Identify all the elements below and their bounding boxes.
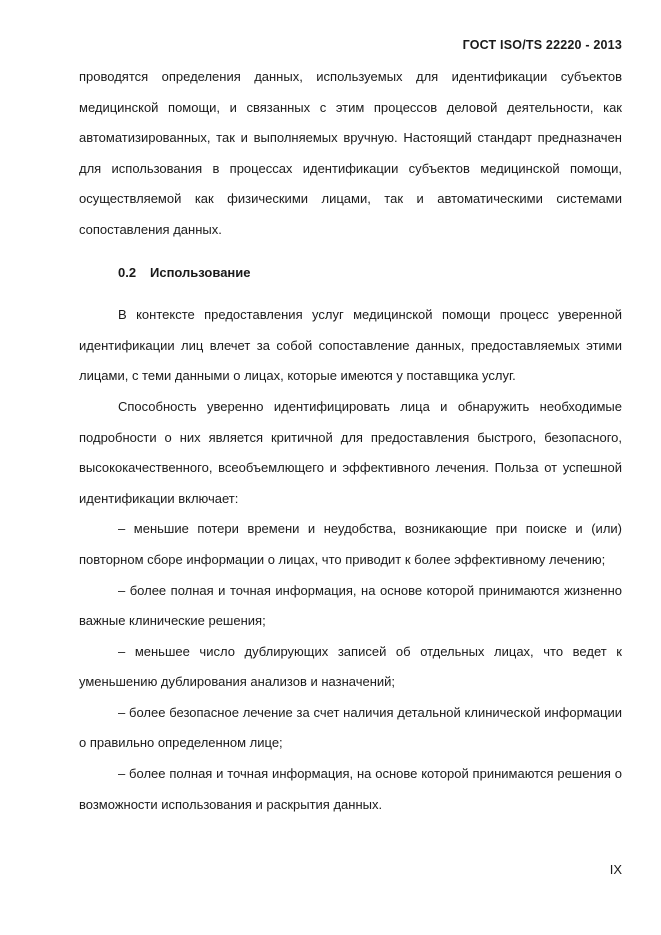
paragraph-ability: Способность уверенно идентифицировать лица и обнаружить необходимые подробности о них является критичной для предоставления быстрого, безопасного, высококачественного, всеобъемлющего и эффективного лечения. Польза от успешной идентификации включает: [79, 398, 622, 506]
paragraph-context: В контексте предоставления услуг медицинской помощи процесс уверенной идентификации лиц влечет за собой сопоставление данных, предоставляемых этими лицами, с теми данными о лицах, которые имеются у поставщика услуг. [79, 307, 622, 384]
list-item: – меньшие потери времени и неудобства, возникающие при поиске и (или) повторном сборе информации о лицах, что приводит к более эффективному лечению; [79, 521, 622, 567]
section-title: Использование [150, 264, 251, 280]
standard-code-header: ГОСТ ISO/TS 22220 - 2013 [462, 38, 622, 52]
page-number: IX [609, 862, 622, 877]
list-item: – меньшее число дублирующих записей об отдельных лицах, что ведет к уменьшению дублирования анализов и назначений; [79, 643, 622, 690]
paragraph-intro-continuation: проводятся определения данных, используемых для идентификации субъектов медицинской помощи, и связанных с этим процессов деловой деятельности, как автоматизированных, так и выполняемых вручную. Настоящий стандарт предназначен для использования в процессах идентификации субъектов медицинской помощи, осуществляемой как физическими лицами, так и автоматическими системами сопоставления данных. [79, 69, 622, 237]
document-body [79, 62, 622, 820]
list-item: – более полная и точная информация, на основе которой принимаются жизненно важные клинические решения; [79, 582, 622, 629]
section-number: 0.2 [118, 264, 137, 280]
section-heading [79, 258, 622, 289]
list-item: – более безопасное лечение за счет наличия детальной клинической информации о правильно определенном лице; [79, 704, 622, 751]
list-item: – более полная и точная информация, на основе которой принимаются решения о возможности использования и раскрытия данных. [79, 766, 622, 812]
